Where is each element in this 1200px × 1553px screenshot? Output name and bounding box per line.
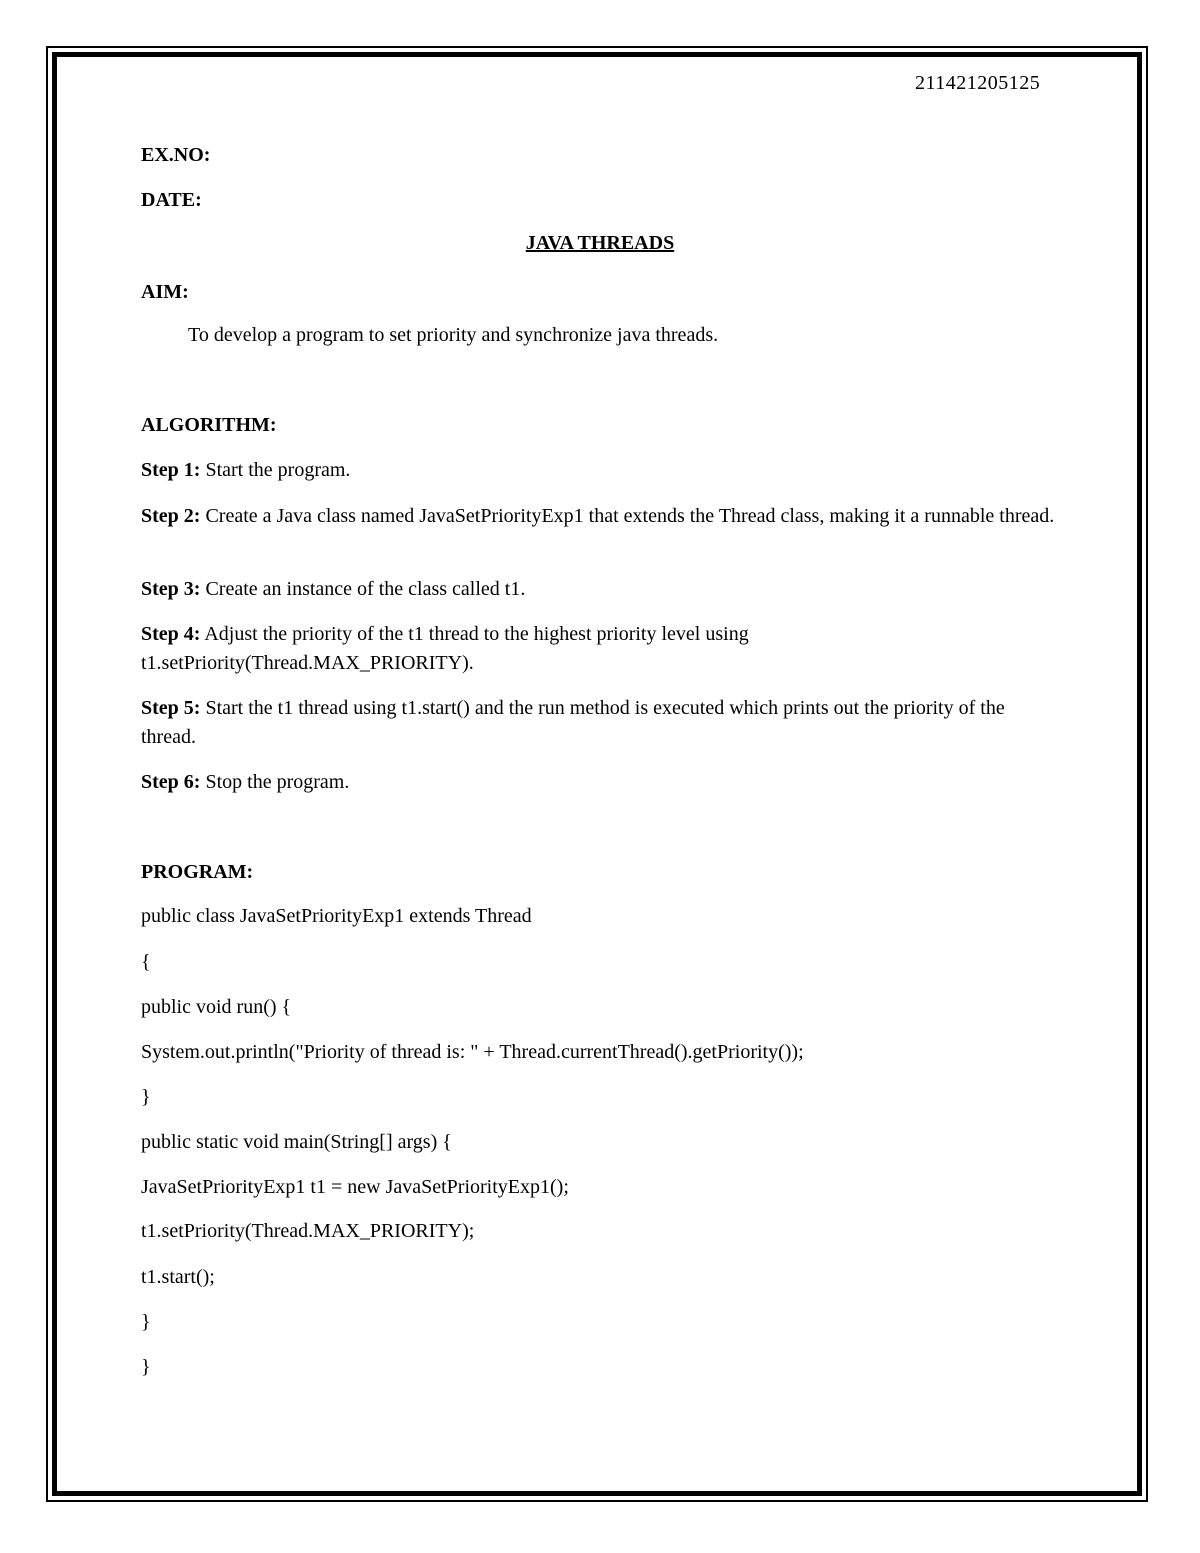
step-label: Step 6: [141, 771, 201, 793]
algorithm-step [141, 577, 525, 601]
code-line: { [141, 951, 151, 973]
code-line: public class JavaSetPriorityExp1 extends Thread [141, 905, 532, 927]
aim-text: To develop a program to set priority and synchronize java threads. [188, 324, 719, 346]
code-line: System.out.println("Priority of thread is: " + Thread.currentThread().getPriority()); [141, 1041, 804, 1063]
register-number: 211421205125 [915, 72, 1041, 94]
code-line: JavaSetPriorityExp1 t1 = new JavaSetPriorityExp1(); [141, 1176, 569, 1198]
algorithm-step [141, 770, 349, 794]
step-label: Step 1: [141, 459, 201, 481]
algorithm-step [141, 620, 861, 678]
step-text: Start the t1 thread using t1.start() and the run method is executed which prints out the priority of the thread. [141, 697, 1005, 748]
step-text: Create an instance of the class called t1. [200, 578, 526, 600]
algorithm-step [141, 458, 350, 482]
step-text: Stop the program. [200, 771, 350, 793]
date-label: DATE: [141, 189, 202, 211]
code-line: t1.setPriority(Thread.MAX_PRIORITY); [141, 1220, 475, 1242]
code-line: } [141, 1311, 151, 1333]
code-line: } [141, 1086, 151, 1108]
step-text: Adjust the priority of the t1 thread to the highest priority level using t1.setPriority(Thread.MAX_PRIORITY). [141, 623, 749, 674]
code-line: t1.start(); [141, 1266, 215, 1288]
step-label: Step 3: [141, 578, 201, 600]
code-line: public void run() { [141, 996, 292, 1018]
step-label: Step 5: [141, 697, 201, 719]
step-label: Step 4: [141, 623, 201, 645]
program-heading: PROGRAM: [141, 861, 254, 883]
step-text: Create a Java class named JavaSetPriorityExp1 that extends the Thread class, making it a runnable thread. [200, 505, 1055, 527]
step-label: Step 2: [141, 505, 201, 527]
code-line: } [141, 1356, 151, 1378]
ex-no-label: EX.NO: [141, 144, 211, 166]
aim-heading: AIM: [141, 281, 189, 303]
algorithm-step [141, 502, 1061, 531]
algorithm-heading: ALGORITHM: [141, 414, 277, 436]
document-title: JAVA THREADS [525, 232, 675, 254]
step-text: Start the program. [200, 459, 351, 481]
code-line: public static void main(String[] args) { [141, 1131, 452, 1153]
algorithm-step [141, 694, 1041, 752]
